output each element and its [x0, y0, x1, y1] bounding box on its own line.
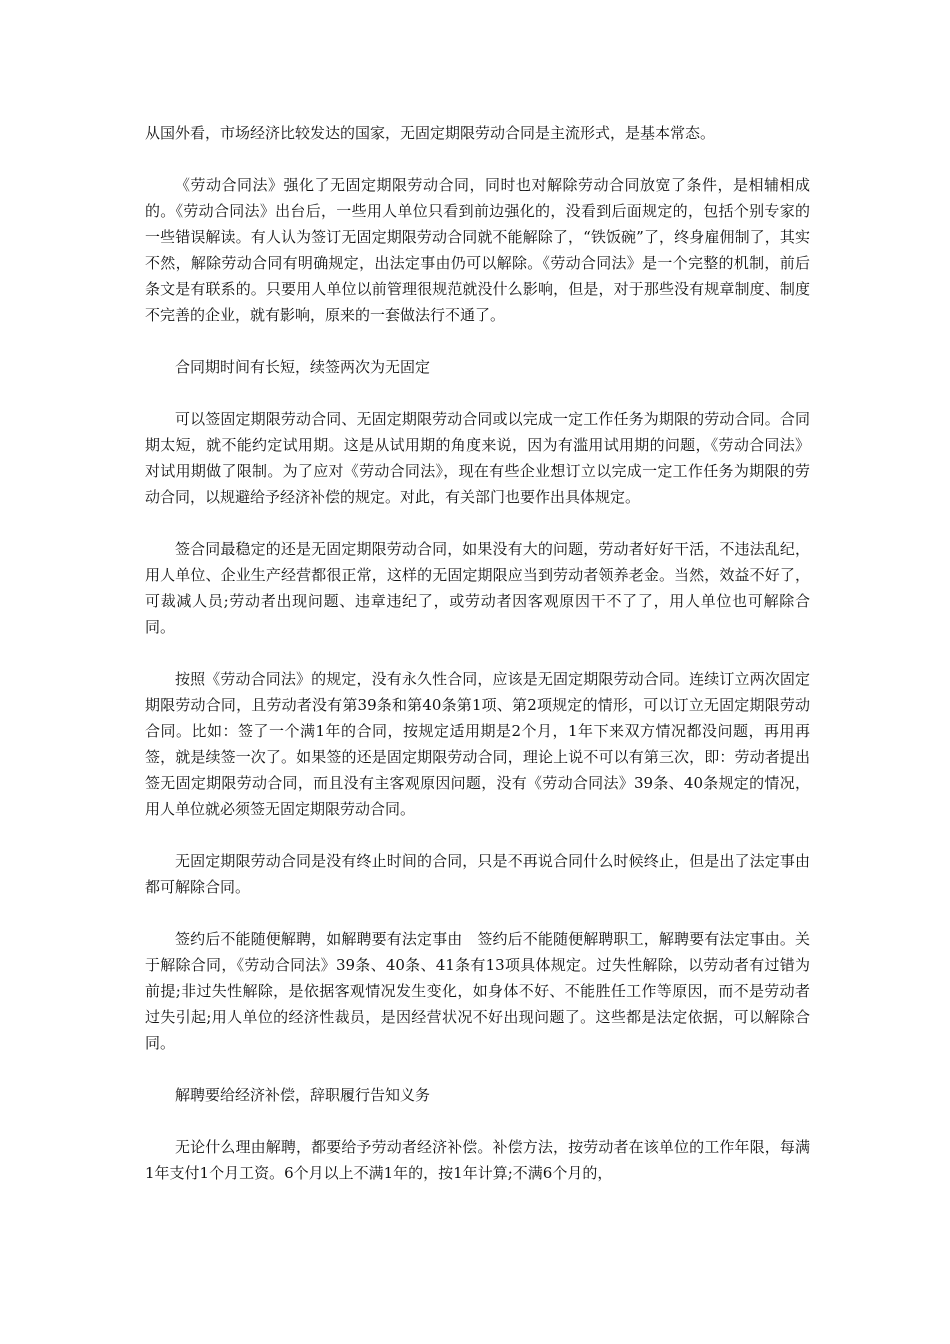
document-body	[145, 120, 810, 1212]
paragraph-compensation: 无论什么理由解聘，都要给予劳动者经济补偿。补偿方法，按劳动者在该单位的工作年限，每满1年支付1个月工资。6个月以上不满1年的，按1年计算;不满6个月的，	[145, 1138, 810, 1182]
section-heading-compensation: 解聘要给经济补偿，辞职履行告知义务	[175, 1086, 431, 1104]
paragraph-dismissal-grounds: 签约后不能随便解聘，如解聘要有法定事由 签约后不能随便解聘职工，解聘要有法定事由。关于解除合同，《劳动合同法》39条、40条、41条有13项具体规定。过失性解除，以劳动者有过错为前提;非过失性解除，是依据客观情况发生变化，如身体不好、不能胜任工作等原因，而不是劳动者过失引起;用人单位的经济性裁员，是因经营状况不好出现问题了。这些都是法定依据，可以解除合同。	[145, 930, 810, 1052]
paragraph-law-balance: 《劳动合同法》强化了无固定期限劳动合同，同时也对解除劳动合同放宽了条件，是相辅相成的。《劳动合同法》出台后，一些用人单位只看到前边强化的，没看到后面规定的，包括个别专家的一些错误解读。有人认为签订无固定期限劳动合同就不能解除了，“铁饭碗”了，终身雇佣制了，其实不然，解除劳动合同有明确规定，出法定事由仍可以解除。《劳动合同法》是一个完整的机制，前后条文是有联系的。只要用人单位以前管理很规范就没什么影响，但是，对于那些没有规章制度、制度不完善的企业，就有影响，原来的一套做法行不通了。	[145, 176, 810, 324]
paragraph-contract-types: 可以签固定期限劳动合同、无固定期限劳动合同或以完成一定工作任务为期限的劳动合同。合同期太短，就不能约定试用期。这是从试用期的角度来说，因为有滥用试用期的问题，《劳动合同法》对试用期做了限制。为了应对《劳动合同法》，现在有些企业想订立以完成一定工作任务为期限的劳动合同，以规避给予经济补偿的规定。对此，有关部门也要作出具体规定。	[145, 410, 810, 506]
paragraph-no-end-date: 无固定期限劳动合同是没有终止时间的合同，只是不再说合同什么时候终止，但是出了法定事由都可解除合同。	[145, 852, 810, 896]
paragraph-renewal-rules: 按照《劳动合同法》的规定，没有永久性合同，应该是无固定期限劳动合同。连续订立两次固定期限劳动合同，且劳动者没有第39条和第40条第1项、第2项规定的情形，可以订立无固定期限劳动合同。比如：签了一个满1年的合同，按规定适用期是2个月，1年下来双方情况都没问题，再用再签，就是续签一次了。如果签的还是固定期限劳动合同，理论上说不可以有第三次，即：劳动者提出签无固定期限劳动合同，而且没有主客观原因问题，没有《劳动合同法》39条、40条规定的情况，用人单位就必须签无固定期限劳动合同。	[145, 670, 810, 818]
section-heading-contract-term: 合同期时间有长短，续签两次为无固定	[175, 358, 431, 376]
paragraph-stable-contract: 签合同最稳定的还是无固定期限劳动合同，如果没有大的问题，劳动者好好干活，不违法乱纪，用人单位、企业生产经营都很正常，这样的无固定期限应当到劳动者领养老金。当然，效益不好了，可裁减人员;劳动者出现问题、违章违纪了，或劳动者因客观原因干不了了，用人单位也可解除合同。	[145, 540, 810, 636]
paragraph-intro: 从国外看，市场经济比较发达的国家，无固定期限劳动合同是主流形式，是基本常态。	[145, 124, 716, 142]
